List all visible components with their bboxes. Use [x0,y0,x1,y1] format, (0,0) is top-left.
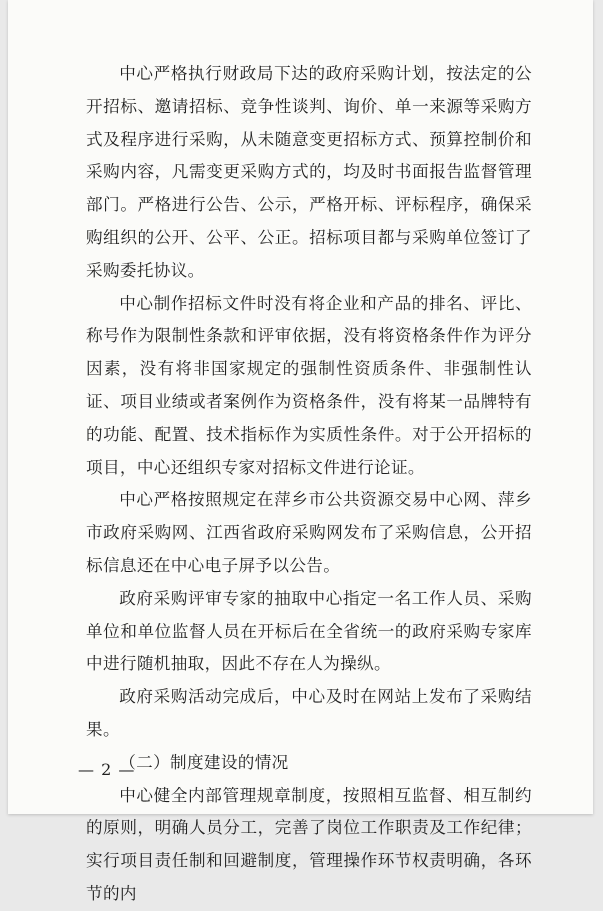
paragraph-publication: 中心严格按照规定在萍乡市公共资源交易中心网、萍乡市政府采购网、江西省政府采购网发布了采购信息，公开招标信息还在中心电子屏予以公告。 [86,490,532,575]
document-body [86,58,532,911]
paragraph-system-building: 中心健全内部管理规章制度，按照相互监督、相互制约的原则，明确人员分工，完善了岗位工作职责及工作纪律；实行项目责任制和回避制度，管理操作环节权责明确，各环节的内 [86,785,532,903]
paragraph-tender-documents: 中心制作招标文件时没有将企业和产品的排名、评比、称号作为限制性条款和评审依据，没有将资格条件作为评分因素，没有将非国家规定的强制性资质条件、非强制性认证、项目业绩或者案例作为资格条件，没有将某一品牌特有的功能、配置、技术指标作为实质性条件。对于公开招标的项目，中心还组织专家对招标文件进行论证。 [86,293,532,477]
document-page [8,0,593,903]
paragraph-procurement-plan: 中心严格执行财政局下达的政府采购计划，按法定的公开招标、邀请招标、竞争性谈判、询价、单一来源等采购方式及程序进行采购，从未随意变更招标方式、预算控制价和采购内容，凡需变更采购方式的，均及时书面报告监督管理部门。严格进行公告、公示，严格开标、评标程序，确保采购组织的公开、公平、公正。招标项目都与采购单位签订了采购委托协议。 [86,64,532,280]
paragraph-results: 政府采购活动完成后，中心及时在网站上发布了采购结果。 [86,687,532,739]
paragraph-expert-selection: 政府采购评审专家的抽取中心指定一名工作人员、采购单位和单位监督人员在开标后在全省统一的政府采购专家库中进行随机抽取，因此不存在人为操纵。 [86,588,532,674]
section-heading: （二）制度建设的情况 [119,752,289,772]
page-number: — 2 — [78,760,136,779]
